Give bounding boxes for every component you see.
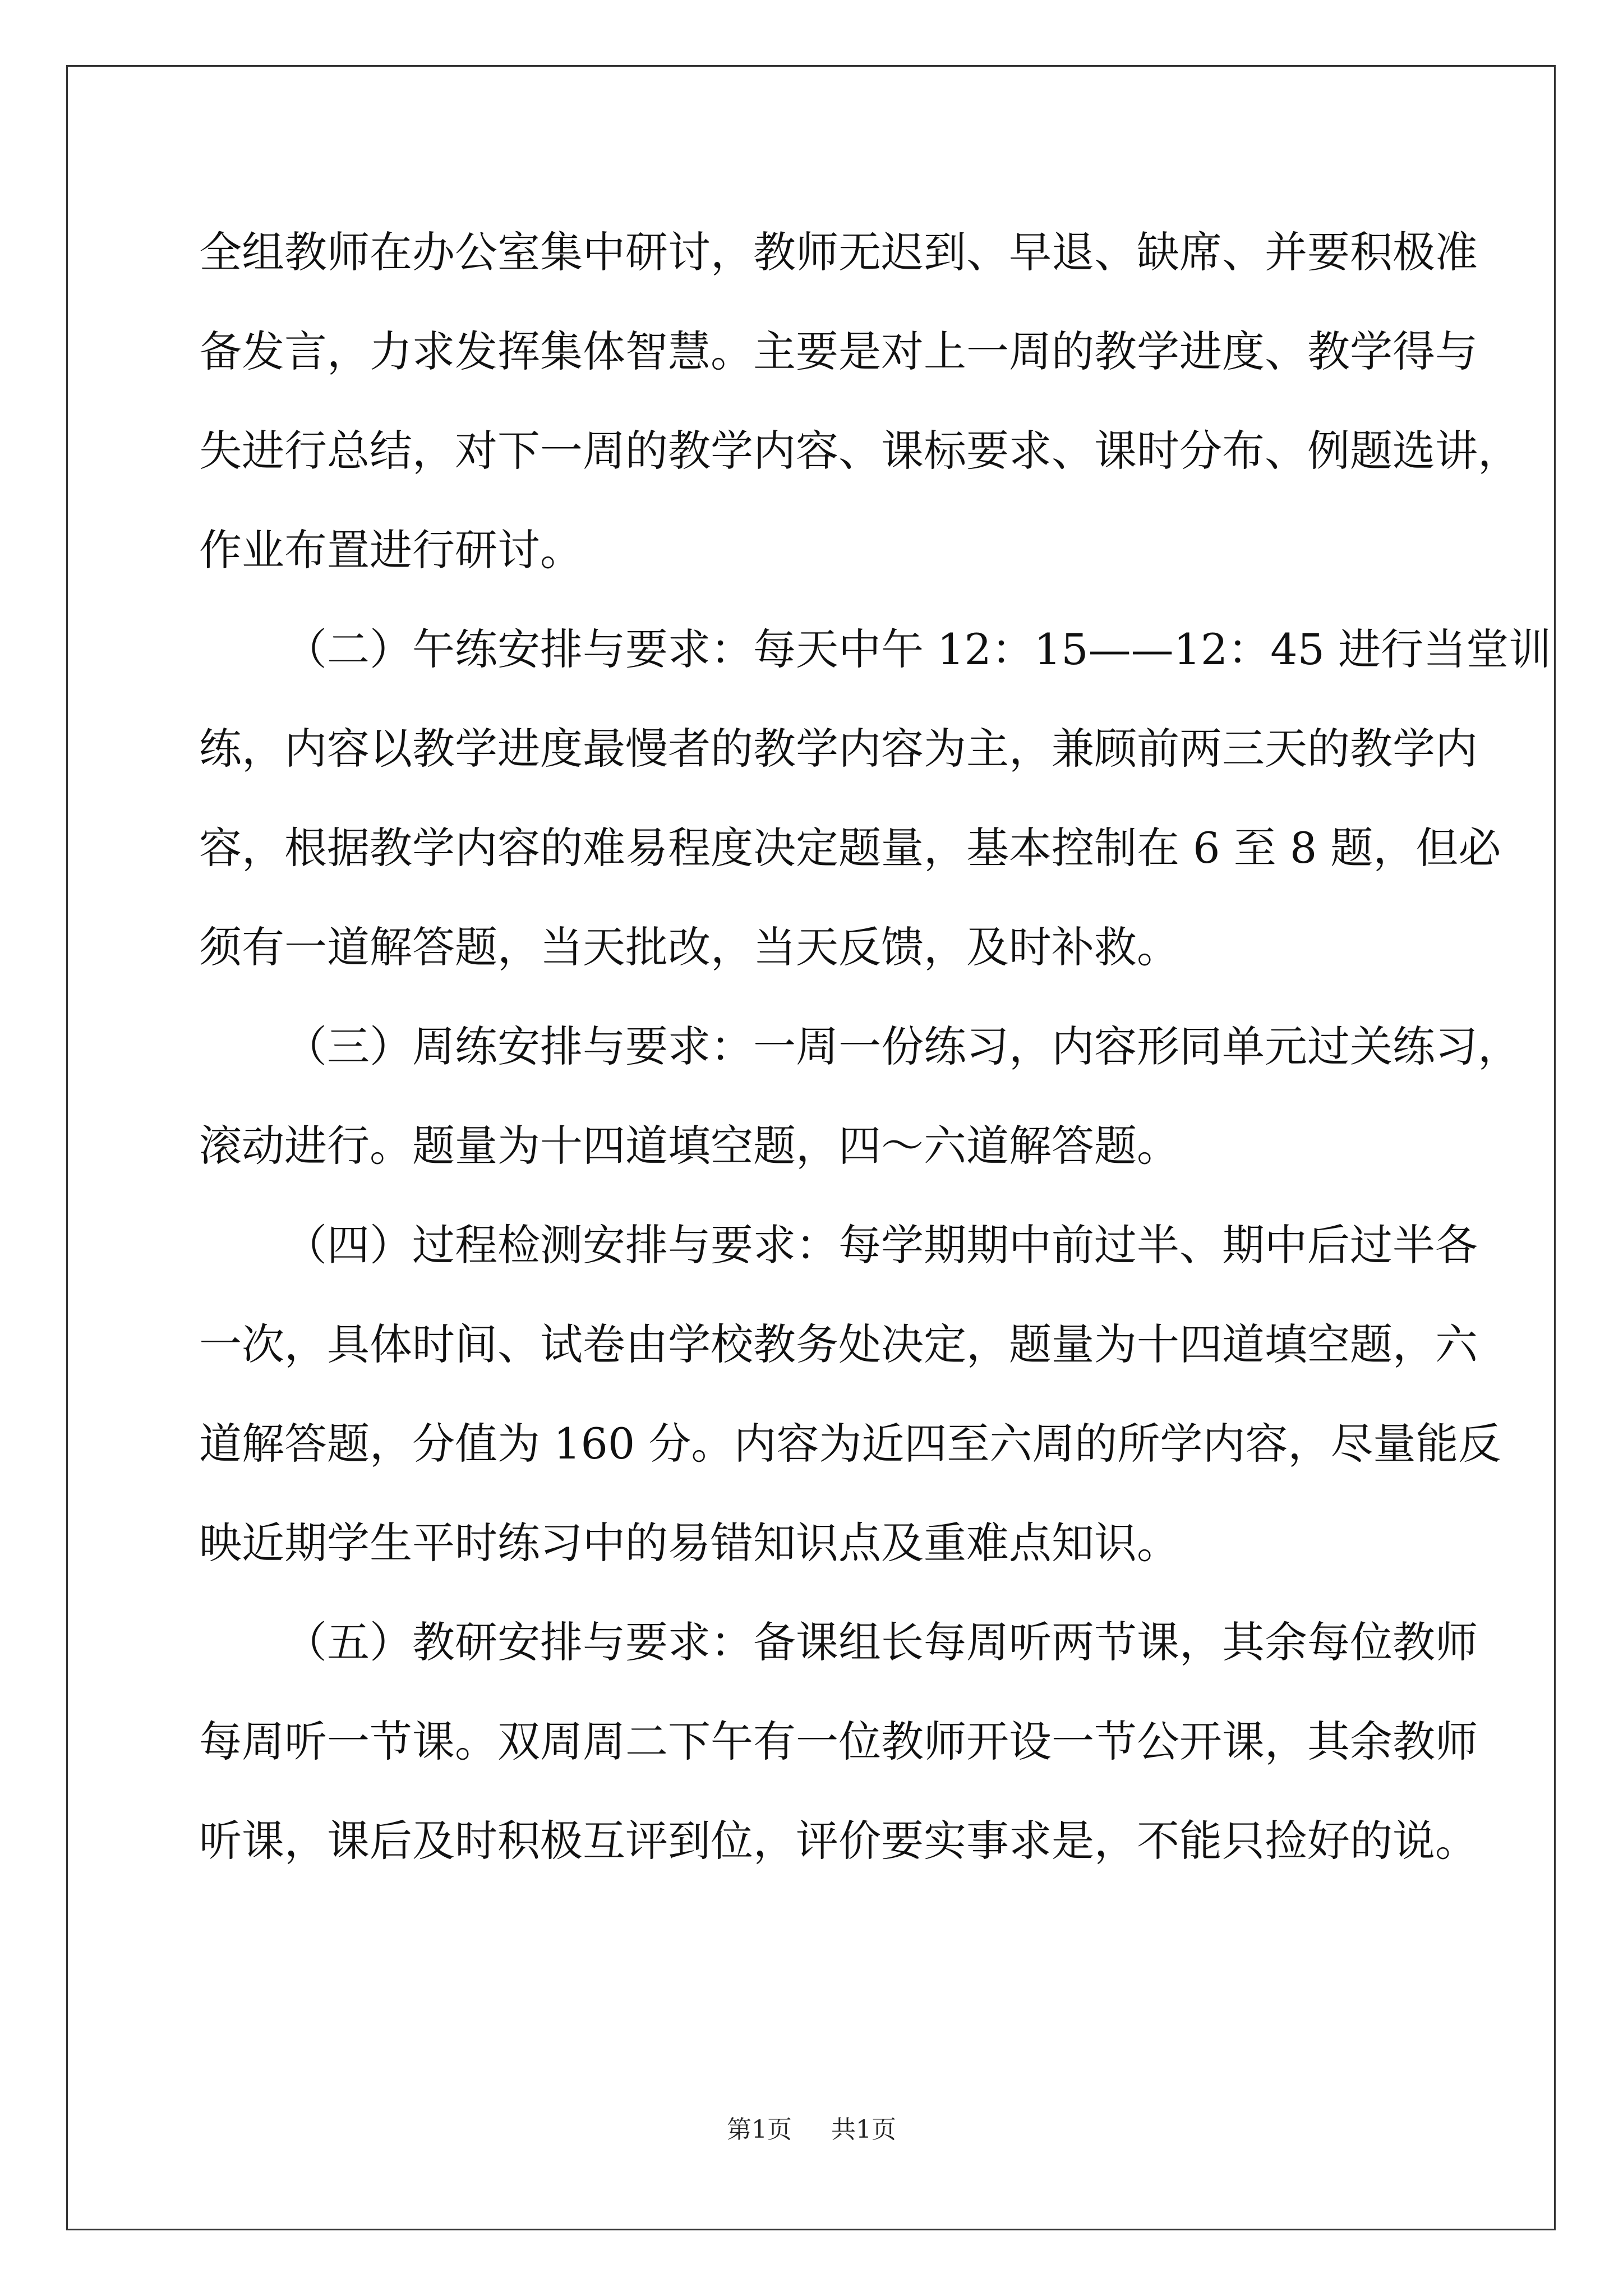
paragraph-heading-line: （三）周练安排与要求：一周一份练习，内容形同单元过关练习， bbox=[284, 1022, 1520, 1071]
document-body bbox=[199, 210, 1552, 1898]
text-line: 滚动进行。题量为十四道填空题，四～六道解答题。 bbox=[199, 1121, 1179, 1171]
text-line: 全组教师在办公室集中研讨，教师无迟到、早退、缺席、并要积极准 bbox=[199, 227, 1478, 277]
text-line: 失进行总结，对下一周的教学内容、课标要求、课时分布、例题选讲， bbox=[199, 426, 1520, 476]
text-line: 作业布置进行研讨。 bbox=[199, 525, 583, 575]
text-line: 须有一道解答题，当天批改，当天反馈，及时补救。 bbox=[199, 922, 1179, 972]
text-line: 道解答题，分值为 160 分。内容为近四至六周的所学内容，尽量能反 bbox=[199, 1419, 1501, 1469]
text-line: 映近期学生平时练习中的易错知识点及重难点知识。 bbox=[199, 1518, 1179, 1568]
text-line: 容，根据教学内容的难易程度决定题量，基本控制在 6 至 8 题，但必 bbox=[199, 823, 1501, 873]
page-number: 第1页 bbox=[727, 2115, 792, 2144]
text-line: 一次，具体时间、试卷由学校教务处决定，题量为十四道填空题，六 bbox=[199, 1319, 1478, 1369]
text-line: 练，内容以教学进度最慢者的教学内容为主，兼顾前两三天的教学内 bbox=[199, 724, 1478, 774]
paragraph-heading-line: （四）过程检测安排与要求：每学期期中前过半、期中后过半各 bbox=[284, 1220, 1478, 1270]
page-total: 共1页 bbox=[831, 2115, 896, 2144]
paragraph-heading-line: （五）教研安排与要求：备课组长每周听两节课，其余每位教师 bbox=[284, 1617, 1478, 1667]
paragraph-heading-line: （二）午练安排与要求：每天中午 12：15——12：45 进行当堂训 bbox=[284, 624, 1552, 674]
text-line: 备发言，力求发挥集体智慧。主要是对上一周的教学进度、教学得与 bbox=[199, 326, 1478, 376]
text-line: 每周听一节课。双周周二下午有一位教师开设一节公开课，其余教师 bbox=[199, 1717, 1478, 1766]
text-line: 听课，课后及时积极互评到位，评价要实事求是，不能只捡好的说。 bbox=[199, 1816, 1478, 1866]
page-footer bbox=[0, 2109, 1623, 2145]
